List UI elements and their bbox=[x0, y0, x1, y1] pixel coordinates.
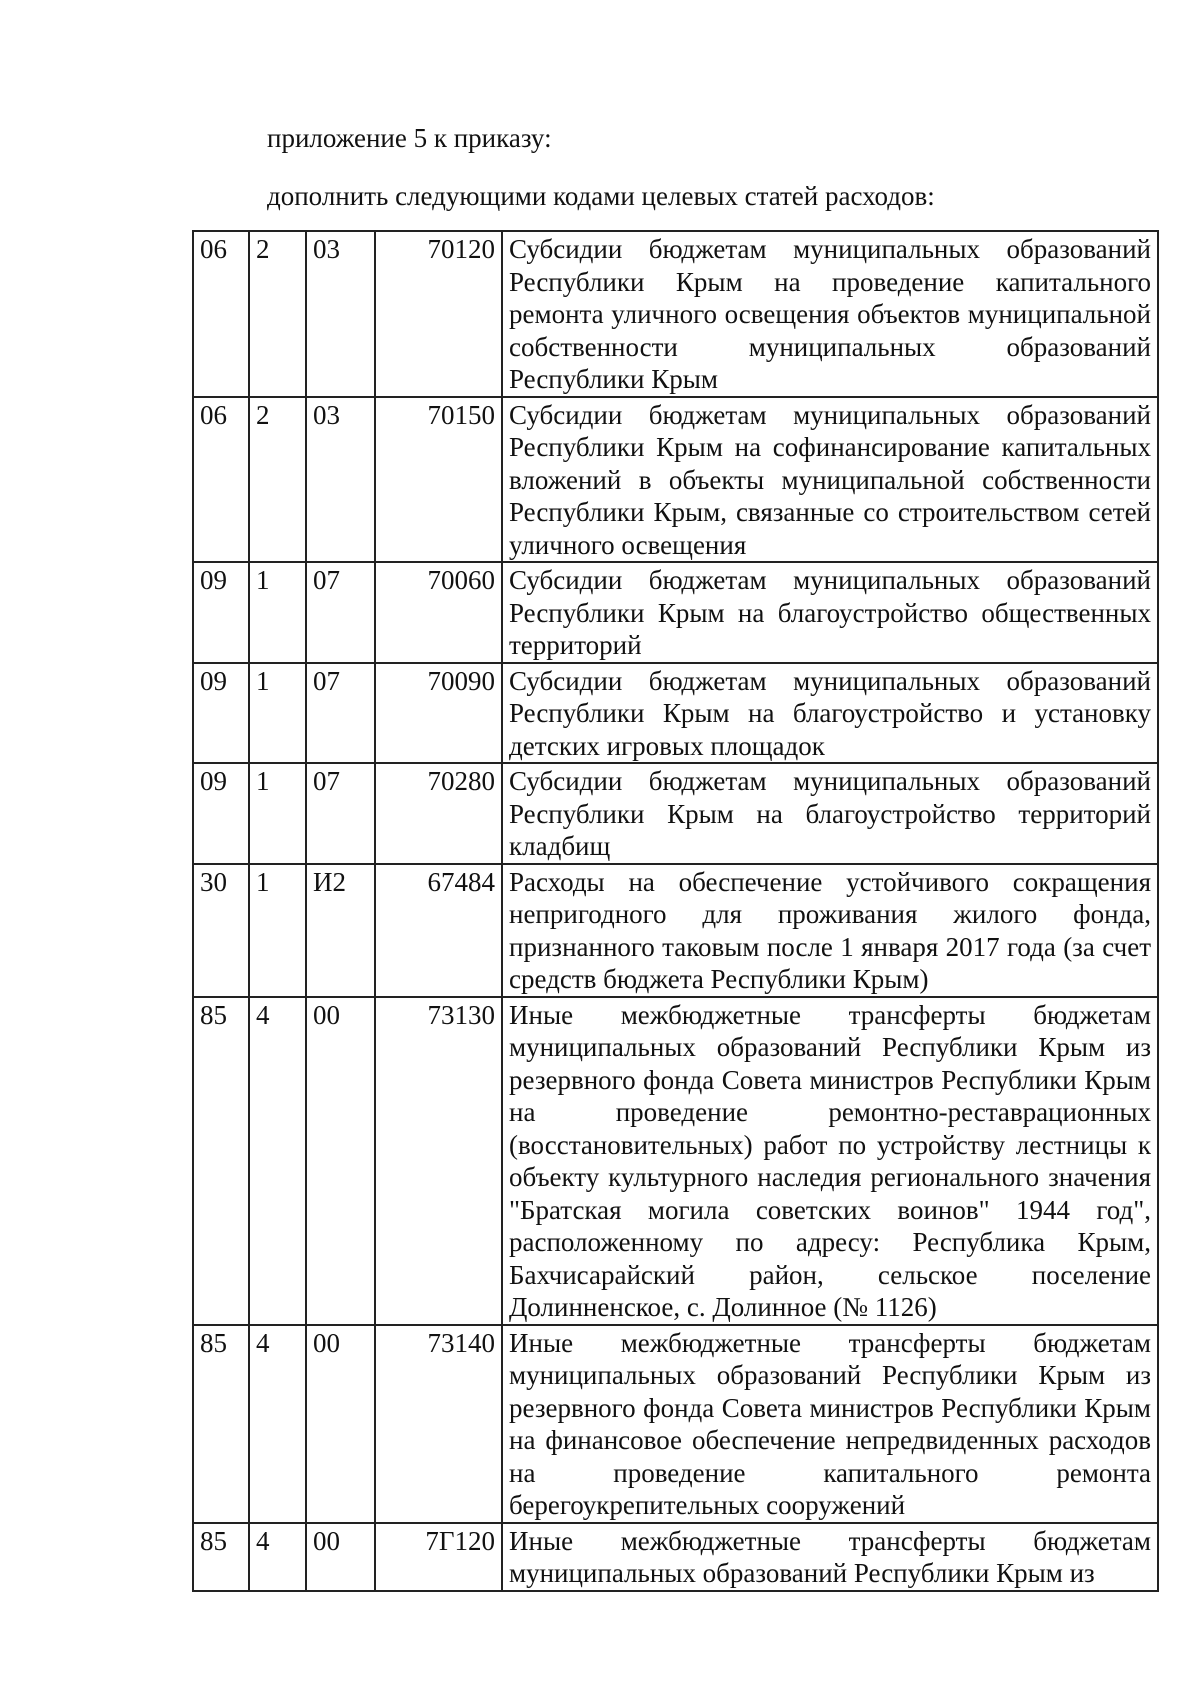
direction-code-cell: 70280 bbox=[375, 763, 502, 864]
table-row bbox=[193, 397, 1158, 563]
subprogram-code-cell: 1 bbox=[249, 864, 306, 997]
table-row bbox=[193, 864, 1158, 997]
program-code-cell: 85 bbox=[193, 997, 249, 1325]
direction-code-cell: 70090 bbox=[375, 663, 502, 764]
program-code-cell: 30 bbox=[193, 864, 249, 997]
event-code-cell: И2 bbox=[306, 864, 375, 997]
subprogram-code-cell: 2 bbox=[249, 231, 306, 397]
subprogram-code-cell: 1 bbox=[249, 663, 306, 764]
table-row bbox=[193, 663, 1158, 764]
direction-code-cell: 67484 bbox=[375, 864, 502, 997]
subprogram-code-cell: 4 bbox=[249, 1325, 306, 1523]
event-code-cell: 03 bbox=[306, 397, 375, 563]
description-cell: Субсидии бюджетам муниципальных образований Республики Крым на благоустройство и установку детских игровых площадок bbox=[502, 663, 1158, 764]
direction-code-cell: 7Г120 bbox=[375, 1523, 502, 1591]
direction-code-cell: 73140 bbox=[375, 1325, 502, 1523]
description-cell: Субсидии бюджетам муниципальных образований Республики Крым на софинансирование капитальных вложений в объекты муниципальной собственности Республики Крым, связанные со строительством сетей уличного освещения bbox=[502, 397, 1158, 563]
description-cell: Субсидии бюджетам муниципальных образований Республики Крым на благоустройство общественных территорий bbox=[502, 562, 1158, 663]
direction-code-cell: 70150 bbox=[375, 397, 502, 563]
description-cell: Расходы на обеспечение устойчивого сокращения непригодного для проживания жилого фонда, признанного таковым после 1 января 2017 года (за счет средств бюджета Республики Крым) bbox=[502, 864, 1158, 997]
target-expense-codes-table bbox=[192, 230, 1159, 1592]
program-code-cell: 06 bbox=[193, 231, 249, 397]
subprogram-code-cell: 1 bbox=[249, 763, 306, 864]
subprogram-code-cell: 2 bbox=[249, 397, 306, 563]
appendix-instruction: дополнить следующими кодами целевых статей расходов: bbox=[267, 181, 935, 211]
description-cell: Субсидии бюджетам муниципальных образований Республики Крым на благоустройство территорий кладбищ bbox=[502, 763, 1158, 864]
table-row bbox=[193, 231, 1158, 397]
description-cell: Субсидии бюджетам муниципальных образований Республики Крым на проведение капитального ремонта уличного освещения объектов муниципальной собственности муниципальных образований Республики Крым bbox=[502, 231, 1158, 397]
table-row bbox=[193, 1523, 1158, 1591]
direction-code-cell: 73130 bbox=[375, 997, 502, 1325]
description-cell: Иные межбюджетные трансферты бюджетам муниципальных образований Республики Крым из резервного фонда Совета министров Республики Крым на финансовое обеспечение непредвиденных расходов на проведение капитального ремонта берегоукрепительных сооружений bbox=[502, 1325, 1158, 1523]
table-row bbox=[193, 997, 1158, 1325]
program-code-cell: 09 bbox=[193, 763, 249, 864]
program-code-cell: 85 bbox=[193, 1523, 249, 1591]
table-row bbox=[193, 562, 1158, 663]
program-code-cell: 06 bbox=[193, 397, 249, 563]
program-code-cell: 09 bbox=[193, 663, 249, 764]
subprogram-code-cell: 4 bbox=[249, 997, 306, 1325]
program-code-cell: 85 bbox=[193, 1325, 249, 1523]
event-code-cell: 07 bbox=[306, 562, 375, 663]
event-code-cell: 00 bbox=[306, 1523, 375, 1591]
appendix-heading: приложение 5 к приказу: bbox=[267, 123, 552, 153]
event-code-cell: 07 bbox=[306, 663, 375, 764]
direction-code-cell: 70060 bbox=[375, 562, 502, 663]
subprogram-code-cell: 1 bbox=[249, 562, 306, 663]
table-row bbox=[193, 763, 1158, 864]
program-code-cell: 09 bbox=[193, 562, 249, 663]
event-code-cell: 03 bbox=[306, 231, 375, 397]
event-code-cell: 00 bbox=[306, 997, 375, 1325]
subprogram-code-cell: 4 bbox=[249, 1523, 306, 1591]
table-row bbox=[193, 1325, 1158, 1523]
event-code-cell: 07 bbox=[306, 763, 375, 864]
description-cell: Иные межбюджетные трансферты бюджетам муниципальных образований Республики Крым из bbox=[502, 1523, 1158, 1591]
direction-code-cell: 70120 bbox=[375, 231, 502, 397]
event-code-cell: 00 bbox=[306, 1325, 375, 1523]
description-cell: Иные межбюджетные трансферты бюджетам муниципальных образований Республики Крым из резервного фонда Совета министров Республики Крым на проведение ремонтно-реставрационных (восстановительных) работ по устройству лестницы к объекту культурного наследия регионального значения "Братская могила советских воинов" 1944 год", расположенному по адресу: Республика Крым, Бахчисарайский район, сельское поселение Долинненское, с. Долинное (№ 1126) bbox=[502, 997, 1158, 1325]
